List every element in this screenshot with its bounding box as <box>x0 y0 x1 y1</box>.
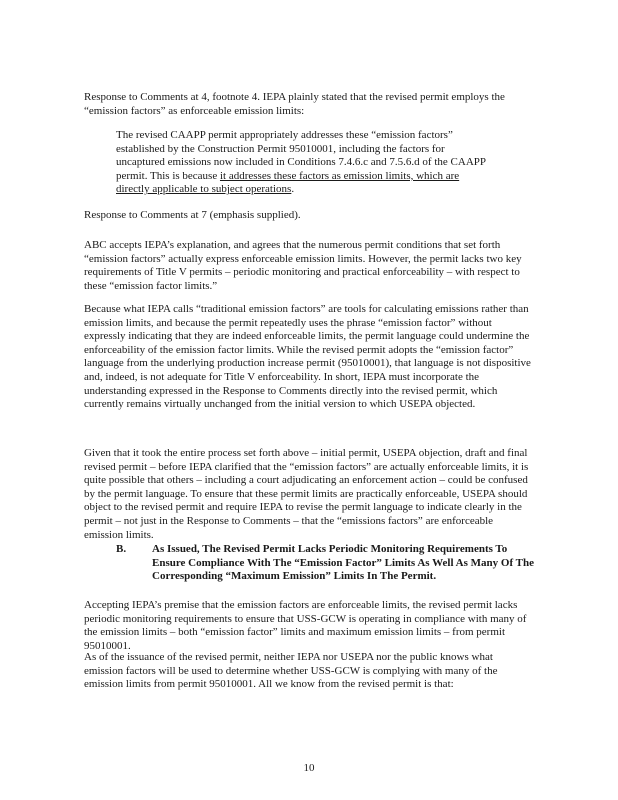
paragraph-accepting: Accepting IEPA’s premise that the emission factors are enforceable limits, the revised permit lacks periodic monitoring requirements to ensure that USS-GCW is operating in compliance with many of the emission limits – both “emission factor” limits and maximum emission limits – from permit 95010001. <box>84 599 527 652</box>
paragraph-citation: Response to Comments at 7 (emphasis supplied). <box>84 209 301 221</box>
section-letter: B. <box>116 543 127 555</box>
paragraph-because: Because what IEPA calls “traditional emission factors” are tools for calculating emissions rather than emission limits, and because the permit repeatedly uses the phrase “emission factor” without expressly indicating that they are indeed enforceable limits, the permit language could undermine the enforceability of the emission factor limits. While the revised permit adopts the “emission factor” language from the underlying production increase permit (95010001), that language is not dispositive and, indeed, is not adequate for Title V enforceability. In short, IEPA must incorporate the understanding expressed in the Response to Comments directly into the revised permit, which currently remains virtually unchanged from the initial version to which USEPA objected. <box>84 303 531 411</box>
paragraph-as-of: As of the issuance of the revised permit, neither IEPA nor USEPA nor the public knows what emission factors will be used to determine whether USS-GCW is complying with many of the emission limits from permit 95010001. All we know from the revised permit is that: <box>84 651 498 691</box>
section-title: As Issued, The Revised Permit Lacks Periodic Monitoring Requirements To Ensure Compliance With The “Emission Factor” Limits As Well As Many Of The Corresponding “Maximum Emission” Limits In The Permit. <box>152 543 534 583</box>
page-number: 10 <box>303 762 315 774</box>
quote-end: . <box>291 183 295 196</box>
quote-underlined-text: it addresses these factors as emission limits, which are directly applicable to subject operations <box>116 169 460 196</box>
paragraph-abc-accepts: ABC accepts IEPA’s explanation, and agrees that the numerous permit conditions that set forth “emission factors” actually express enforceable emission limits. However, the permit lacks two key requirements of Title V permits – periodic monitoring and practical enforceability – with respect to these “emission factor limits.” <box>84 239 522 292</box>
paragraph-intro: Response to Comments at 4, footnote 4. IEPA plainly stated that the revised permit employs the “emission factors” as enforceable emission limits: <box>84 91 505 117</box>
paragraph-given: Given that it took the entire process set forth above – initial permit, USEPA objection, draft and final revised permit – before IEPA clarified that the “emission factors” are actually enforceable limits, it is quite possible that others – including a court adjudicating an enforcement action – could be confused by the permit language. To ensure that these permit limits are practically enforceable, USEPA should object to the revised permit and require IEPA to revise the permit language to indicate clearly in the permit – not just in the Response to Comments – that the “emissions factors” are enforceable emission limits. <box>84 447 529 541</box>
block-quote <box>116 129 486 197</box>
quote-text: The revised CAAPP permit appropriately addresses these “emission factors” established by the Construction Permit 95010001, including the factors for uncaptured emissions now included in Conditions 7.4.6.c and 7.5.6.d of the CAAPP permit. This is because <box>116 129 486 182</box>
